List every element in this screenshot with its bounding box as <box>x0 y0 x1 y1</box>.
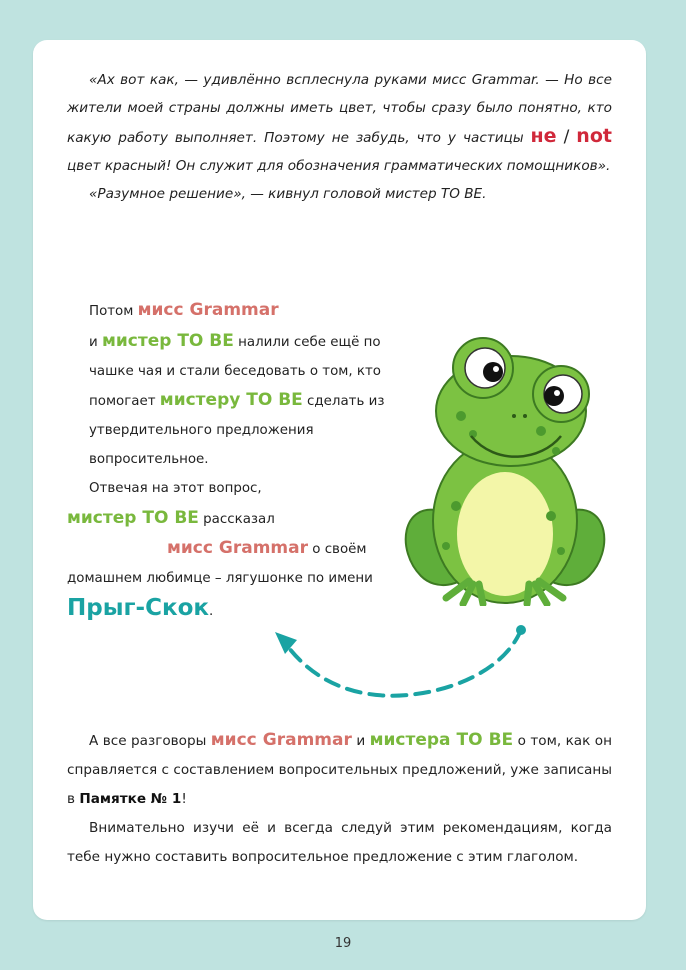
closing-paragraph-2: Внимательно изучи её и всегда следуй этим рекомендациям, когда тебе нужно составить вопросительное предложение с этим глаголом. <box>67 820 612 865</box>
particle-slash: / <box>563 127 570 147</box>
page-number: 19 <box>334 936 352 951</box>
name-mister-to-be: мистер TO BE <box>101 330 234 351</box>
story-paragraph-2-cont: мистер TO BE рассказал мисс Grammar о своём домашнем любимце – лягушонке по имени Прыг-Скок. <box>67 507 373 621</box>
name-mister-to-be-2: мистер TO BE <box>67 507 199 528</box>
story-paragraph-1: Потом мисс Grammar и мистер TO BE налили себе ещё по чашке чая и стали беседовать о том, кто помогает мистеру TO BE сделать из утвердительного предложения вопросительное. <box>89 300 385 467</box>
memo-reference: Памятке № 1 <box>79 791 182 807</box>
name-mister-to-be-dative: мистеру TO BE <box>159 390 303 411</box>
story-text <box>67 296 397 627</box>
name-miss-grammar-2: мисс Grammar <box>167 538 308 559</box>
story-paragraph-2: Отвечая на этот вопрос, <box>89 480 262 496</box>
intro-paragraph-1: «Ах вот как, — удивлённо всплеснула руками мисс Grammar. — Но все жители моей страны должны иметь цвет, чтобы сразу было понятно, кто какую работу выполняет. Поэтому не забудь, что у частицы не / not цвет красный! Он служит для обозначения грамматических помощников». <box>67 72 612 174</box>
name-miss-grammar-3: мисс Grammar <box>210 730 352 750</box>
frog-illustration <box>401 336 611 606</box>
closing-text <box>67 726 612 872</box>
particle-not: not <box>576 125 612 147</box>
intro-paragraph-2: «Разумное решение», — кивнул головой мистер TO BE. <box>89 186 487 202</box>
intro-text <box>67 66 612 208</box>
name-mistera-to-be: мистера TO BE <box>369 730 514 750</box>
particle-ne: не <box>530 125 557 147</box>
name-miss-grammar: мисс Grammar <box>137 300 279 320</box>
dashed-curved-arrow-icon <box>249 622 539 712</box>
page-card <box>33 40 646 920</box>
frog-name: Прыг-Скок <box>67 594 209 621</box>
closing-paragraph-1: А все разговоры мисс Grammar и мистера TO BE о том, как он справляется с составлением вопросительных предложений, уже записаны в Памятке № 1! <box>67 730 612 807</box>
